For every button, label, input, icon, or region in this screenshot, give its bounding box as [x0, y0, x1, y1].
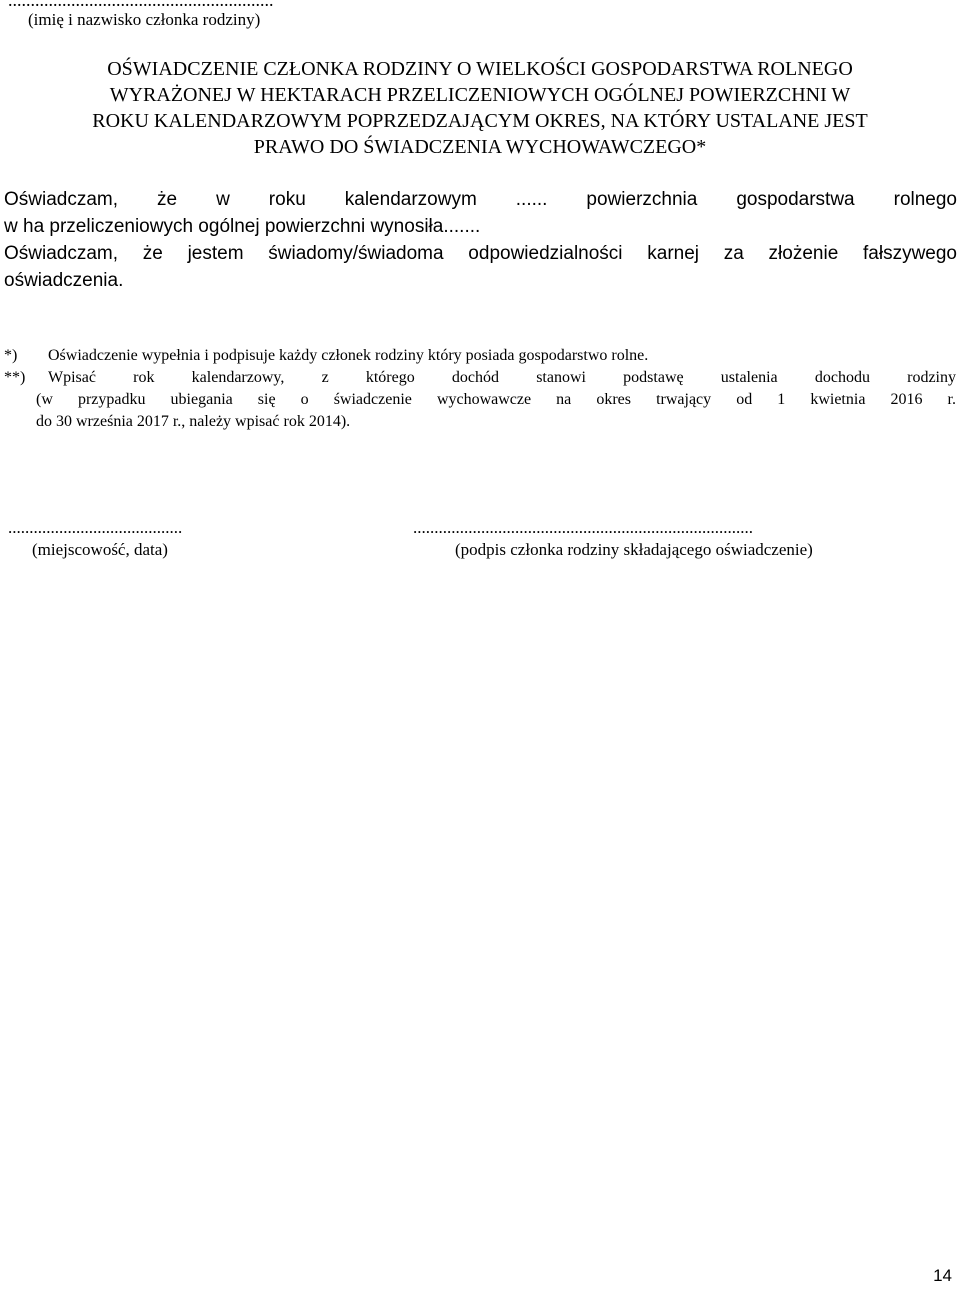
- footnote-continuation: (w przypadku ubiegania się o świadczenie wychowawcze na okres trwający od 1 kwietnia 2016 r.: [36, 391, 956, 408]
- statement-area-paragraph: [4, 186, 957, 240]
- footnote-mark: *): [4, 347, 18, 364]
- title-line: WYRAŻONEJ W HEKTARACH PRZELICZENIOWYCH OGÓLNEJ POWIERZCHNI W: [109, 84, 851, 106]
- document-title: [10, 56, 950, 160]
- footnote-1: [4, 345, 956, 367]
- place-date-dotted-line: .........................................: [8, 518, 183, 537]
- signature-dotted-line: ................................................................................: [413, 518, 753, 537]
- footnote-continuation: do 30 września 2017 r., należy wpisać rok 2014).: [36, 413, 351, 430]
- footnote-text: Oświadczenie wypełnia i podpisuje każdy członek rodziny który posiada gospodarstwo rolne.: [48, 347, 649, 364]
- title-line: ROKU KALENDARZOWYM POPRZEDZAJĄCYM OKRES, NA KTÓRY USTALANE JEST: [92, 110, 868, 132]
- signature-label: (podpis członka rodziny składającego oświadczenie): [455, 540, 813, 559]
- page-number: 14: [933, 1266, 952, 1285]
- place-date-label: (miejscowość, data): [32, 540, 168, 559]
- footnote-text: Wpisać rok kalendarzowy, z którego dochód stanowi podstawę ustalenia dochodu rodziny: [48, 369, 956, 386]
- name-field-label: (imię i nazwisko członka rodziny): [28, 10, 261, 29]
- footnote-mark: **): [4, 369, 26, 386]
- footnotes: [4, 345, 956, 433]
- statement-line: w ha przeliczeniowych ogólnej powierzchni wynosiła.......: [4, 216, 481, 237]
- statement-liability-paragraph: [4, 240, 957, 294]
- statement-line: Oświadczam, że jestem świadomy/świadoma odpowiedzialności karnej za złożenie fałszywego: [4, 243, 957, 264]
- statement-line: Oświadczam, że w roku kalendarzowym ...... powierzchnia gospodarstwa rolnego: [4, 189, 957, 210]
- title-line: OŚWIADCZENIE CZŁONKA RODZINY O WIELKOŚCI GOSPODARSTWA ROLNEGO: [107, 58, 853, 80]
- footnote-2: [4, 367, 956, 389]
- statement-line: oświadczenia.: [4, 270, 124, 291]
- name-dotted-line: ...........................................................: [8, 0, 274, 10]
- title-line: PRAWO DO ŚWIADCZENIA WYCHOWAWCZEGO*: [253, 136, 707, 158]
